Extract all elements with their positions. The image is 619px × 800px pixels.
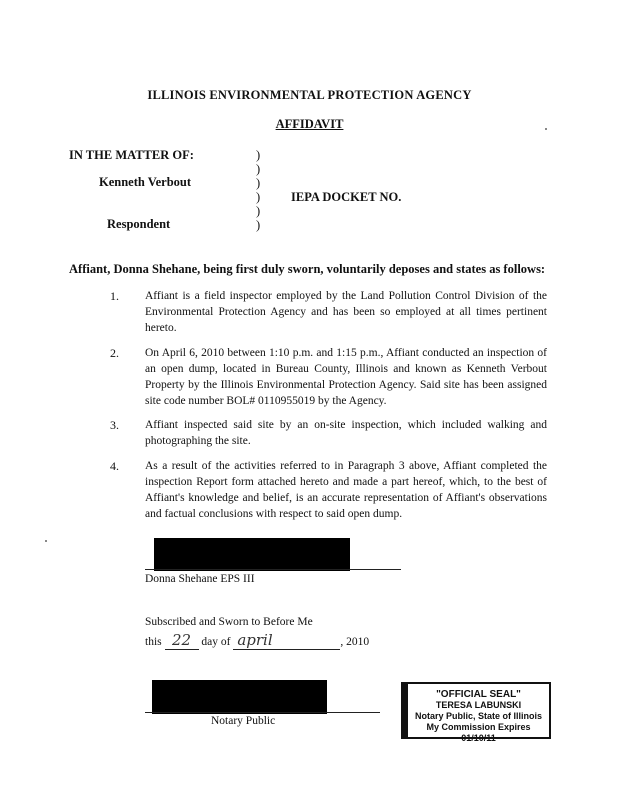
jurat-day-of: day of	[201, 636, 231, 648]
caption-paren: )	[256, 148, 261, 162]
paragraph-number: 2.	[110, 346, 119, 360]
document-title: AFFIDAVIT	[275, 117, 344, 131]
paragraph-number: 3.	[110, 418, 119, 432]
intro-statement: Affiant, Donna Shehane, being first duly sworn, voluntarily deposes and states as follows:	[69, 262, 546, 276]
jurat-this: this	[145, 636, 162, 648]
paragraph-number: 1.	[110, 289, 119, 303]
affiant-name: Donna Shehane EPS III	[145, 573, 255, 585]
docket-label: IEPA DOCKET NO.	[291, 190, 402, 204]
caption-paren: )	[256, 162, 261, 176]
handwritten-month: april	[237, 631, 273, 649]
seal-name: TERESA LABUNSKI	[435, 700, 522, 710]
jurat-line: Subscribed and Sworn to Before Me	[145, 616, 313, 628]
jurat-month-blank	[233, 631, 340, 650]
seal-title: "OFFICIAL SEAL"	[436, 689, 521, 700]
matter-label: IN THE MATTER OF:	[69, 148, 194, 162]
seal-expires: My Commission Expires 01/10/11	[426, 722, 531, 743]
caption-paren: )	[256, 218, 261, 232]
jurat-year: , 2010	[340, 636, 370, 648]
paragraph-text: Affiant is a field inspector employed by the Land Pollution Control Division of the Environmental Protection Agency and has been so employed at all times pertinent hereto.	[145, 290, 547, 334]
agency-title: ILLINOIS ENVIRONMENTAL PROTECTION AGENCY	[147, 88, 472, 102]
caption-paren: )	[256, 204, 261, 218]
caption-paren: )	[256, 190, 261, 204]
official-seal-stamp	[401, 682, 551, 743]
notary-signature-line	[145, 712, 380, 713]
respondent-name: Kenneth Verbout	[99, 175, 192, 189]
signature-line	[145, 569, 401, 570]
jurat-day-blank	[165, 631, 199, 650]
scan-speck	[45, 540, 47, 542]
paragraph-text: As a result of the activities referred to in Paragraph 3 above, Affiant completed the inspection Report form attached hereto and made a part hereof, which, to the best of Affiant's knowledge and belief, is an accurate representation of Affiant's observations and factual conclusions with respect to said open dump.	[145, 460, 547, 520]
paragraph-text: On April 6, 2010 between 1:10 p.m. and 1:15 p.m., Affiant conducted an inspection of an open dump, located in Bureau County, Illinois and known as Kenneth Verbout Property by the Illinois Environmental Protection Agency. Said site has been assigned site code number BOL# 0110955019 by the Agency.	[145, 347, 547, 407]
redacted-notary-signature	[152, 680, 327, 714]
paragraph-text: Affiant inspected said site by an on-site inspection, which included walking and photographing the site.	[145, 419, 547, 447]
respondent-label: Respondent	[107, 217, 171, 231]
notary-label: Notary Public	[211, 715, 276, 727]
handwritten-day: 22	[171, 631, 192, 649]
paragraph-number: 4.	[110, 459, 119, 473]
caption-paren: )	[256, 176, 261, 190]
scan-speck	[545, 128, 547, 130]
jurat-date	[145, 631, 369, 650]
seal-state: Notary Public, State of Illinois	[414, 711, 543, 721]
redacted-signature	[154, 538, 350, 571]
